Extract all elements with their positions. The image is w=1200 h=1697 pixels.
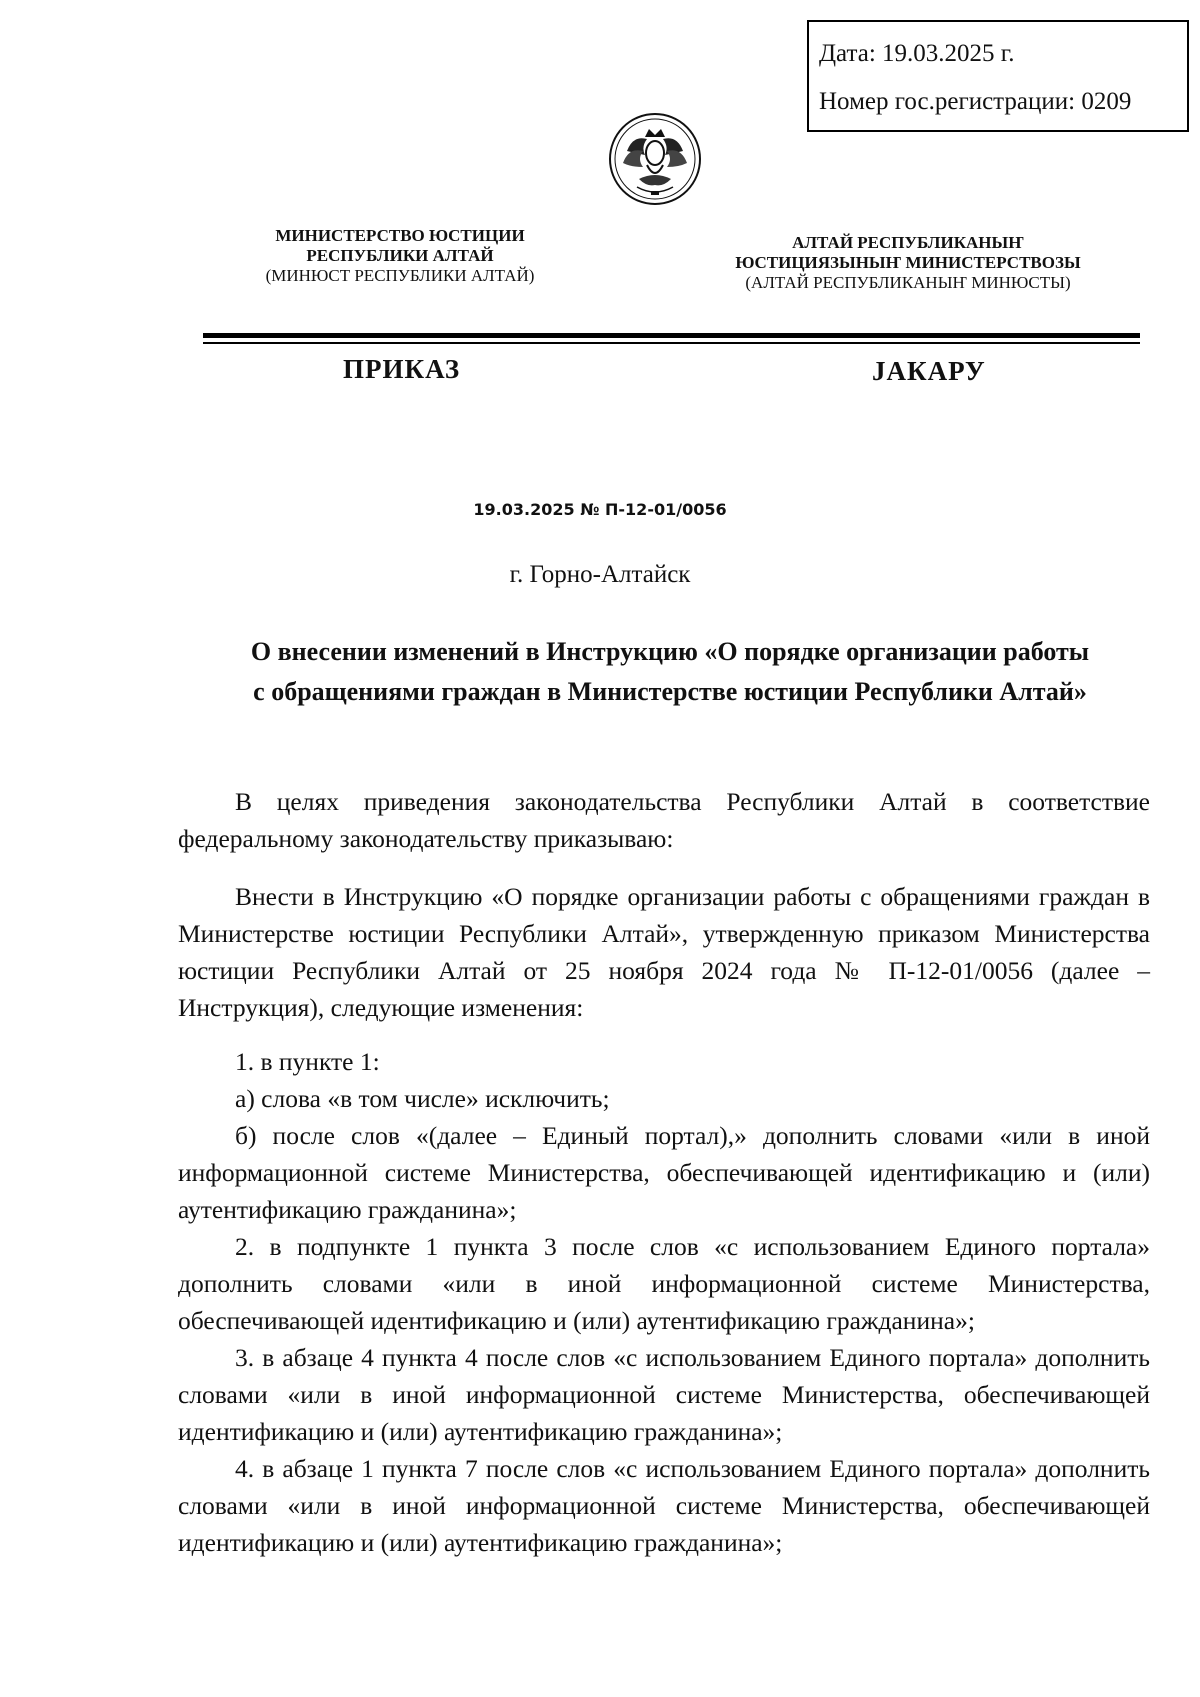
registration-box [807, 20, 1189, 132]
order-city: г. Горно-Алтайск [509, 561, 691, 588]
amendment-item-3: 3. в абзаце 4 пункта 4 после слов «с использованием Единого портала» дополнить словами «или в иной информационной системе Министерства, обеспечивающей идентификацию и (или) аутентификацию гражданина»; [178, 1343, 1150, 1446]
ministry-name-russian-line1: МИНИСТЕРСТВО ЮСТИЦИИ [275, 226, 525, 245]
ministry-name-russian-line2: РЕСПУБЛИКИ АЛТАЙ [306, 246, 494, 265]
header-divider-thin [203, 342, 1140, 344]
amendment-item-2: 2. в подпункте 1 пункта 3 после слов «с использованием Единого портала» дополнить словами «или в иной информационной системе Министерства, обеспечивающей идентификацию и (или) аутентификацию гражданина»; [178, 1232, 1150, 1335]
registration-number-value: 0209 [1081, 88, 1132, 115]
order-body [178, 783, 1150, 1561]
ministry-name-altai-line2: ЮСТИЦИЯЗЫНЫҤ МИНИСТЕРСТВОЗЫ [735, 253, 1081, 272]
amendment-item-1b: б) после слов «(далее – Единый портал),» дополнить словами «или в иной информационной системе Министерства, обеспечивающей идентификацию и (или) аутентификацию гражданина»; [178, 1121, 1150, 1224]
amendment-item-1: 1. в пункте 1: [235, 1047, 380, 1076]
ministry-name-russian [200, 226, 600, 286]
ministry-name-altai [718, 233, 1098, 293]
ministry-name-altai-short: (АЛТАЙ РЕСПУБЛИКАНЫҤ МИНЮСТЫ) [745, 273, 1071, 292]
registration-date-label: Дата: [819, 40, 876, 67]
header-divider-thick [203, 333, 1140, 338]
amendment-intro-paragraph: Внести в Инструкцию «О порядке организации работы с обращениями граждан в Министерстве юстиции Республики Алтай», утвержденную приказом Министерства юстиции Республики Алтай от 25 ноября 2024 года № П-12-01/0056 (далее – Инструкция), следующие изменения: [178, 882, 1150, 1022]
amendment-item-1a: а) слова «в том числе» исключить; [235, 1084, 610, 1113]
registration-number-label: Номер гос.регистрации: [819, 88, 1076, 115]
order-title [180, 632, 1160, 712]
order-title-line1: О внесении изменений в Инструкцию «О порядке организации работы [250, 637, 1090, 666]
amendment-item-4: 4. в абзаце 1 пункта 7 после слов «с использованием Единого портала» дополнить словами «или в иной информационной системе Министерства, обеспечивающей идентификацию и (или) аутентификацию гражданина»; [178, 1454, 1150, 1557]
registration-number [819, 88, 1131, 116]
doc-type-altai: JАКАРУ [872, 356, 986, 386]
ministry-name-russian-short: (МИНЮСТ РЕСПУБЛИКИ АЛТАЙ) [265, 266, 535, 285]
order-date-number: 19.03.2025 № П-12-01/0056 [473, 500, 727, 519]
ministry-name-altai-line1: АЛТАЙ РЕСПУБЛИКАНЫҤ [792, 233, 1024, 252]
registration-date [819, 40, 1014, 68]
order-title-line2: с обращениями граждан в Министерстве юстиции Республики Алтай» [253, 677, 1087, 706]
doc-type-russian: ПРИКАЗ [343, 354, 461, 384]
coat-of-arms-icon [607, 111, 703, 207]
registration-date-value: 19.03.2025 г. [882, 40, 1015, 67]
preamble-paragraph: В целях приведения законодательства Республики Алтай в соответствие федеральному законодательству приказываю: [178, 787, 1150, 853]
